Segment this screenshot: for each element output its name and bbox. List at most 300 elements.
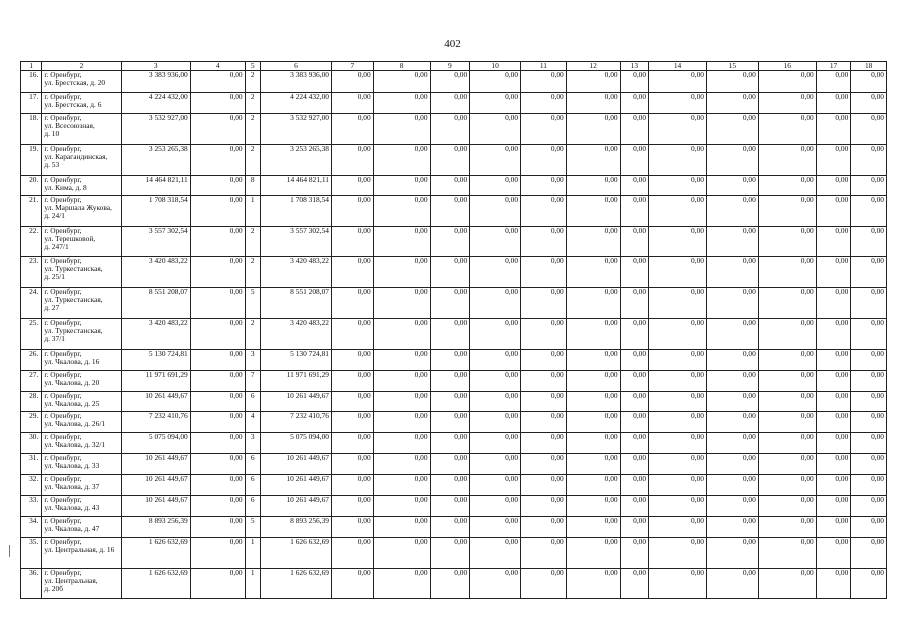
value-cell: 0,00 [816, 70, 851, 92]
value-cell: 0,00 [521, 391, 567, 411]
value-cell: 0,00 [706, 453, 758, 474]
value-cell: 0,00 [373, 474, 430, 495]
value-cell: 0,00 [373, 92, 430, 113]
value-cell: 0,00 [470, 92, 521, 113]
row-number: 19. [21, 144, 42, 175]
value-cell: 0,00 [470, 453, 521, 474]
value-cell: 0,00 [331, 256, 373, 287]
value-cell: 0,00 [566, 474, 620, 495]
value-cell: 0,00 [620, 113, 648, 144]
value-cell: 0,00 [331, 495, 373, 516]
address-cell [42, 516, 121, 537]
value-cell: 0,00 [649, 113, 707, 144]
value-cell: 0,00 [758, 537, 816, 568]
value-cell: 0,00 [758, 432, 816, 453]
value-cell: 0,00 [373, 432, 430, 453]
total-cost: 10 261 449,67 [121, 474, 190, 495]
value-cell: 0,00 [851, 537, 887, 568]
value-cell: 0,00 [470, 70, 521, 92]
value-cell: 0,00 [566, 113, 620, 144]
address-line: г. Оренбург, [44, 287, 82, 296]
address-line: г. Оренбург, [44, 495, 82, 504]
value-cell: 0,00 [331, 195, 373, 226]
count-cell: 2 [245, 70, 260, 92]
value-cell: 0,00 [758, 175, 816, 195]
value-cell: 0,00 [430, 516, 470, 537]
value-cell: 0,00 [373, 175, 430, 195]
value-cell: 0,00 [566, 256, 620, 287]
address-cell [42, 474, 121, 495]
value-cell: 0,00 [706, 537, 758, 568]
cost-cell: 3 383 936,00 [260, 70, 331, 92]
address-line: д. 24/1 [44, 210, 65, 220]
value-cell: 0,00 [620, 432, 648, 453]
column-number-header: 10 [470, 62, 521, 71]
value-cell: 0,00 [706, 287, 758, 318]
value-cell: 0,00 [758, 568, 816, 598]
column-number-header: 16 [758, 62, 816, 71]
count-cell: 5 [245, 516, 260, 537]
value-cell: 0,00 [331, 516, 373, 537]
address-cell [42, 256, 121, 287]
value-cell: 0,00 [706, 411, 758, 432]
row-number: 16. [21, 70, 42, 92]
total-cost: 11 971 691,29 [121, 370, 190, 391]
value-cell: 0,00 [373, 256, 430, 287]
address-line: ул. Карагандинская, [44, 151, 108, 161]
value-cell: 0,00 [649, 226, 707, 256]
value-cell: 0,00 [620, 92, 648, 113]
value-cell: 0,00 [373, 391, 430, 411]
value-cell: 0,00 [851, 432, 887, 453]
value-cell: 0,00 [190, 495, 245, 516]
total-cost: 4 224 432,00 [121, 92, 190, 113]
count-cell: 6 [245, 453, 260, 474]
value-cell: 0,00 [649, 92, 707, 113]
address-line: ул. Брестская, д. 20 [44, 77, 106, 87]
value-cell: 0,00 [190, 256, 245, 287]
value-cell: 0,00 [190, 144, 245, 175]
table-row [21, 391, 887, 411]
value-cell: 0,00 [620, 453, 648, 474]
value-cell: 0,00 [566, 175, 620, 195]
address-cell [42, 453, 121, 474]
value-cell: 0,00 [190, 287, 245, 318]
value-cell: 0,00 [331, 349, 373, 370]
value-cell: 0,00 [521, 516, 567, 537]
value-cell: 0,00 [430, 411, 470, 432]
value-cell: 0,00 [706, 70, 758, 92]
value-cell: 0,00 [620, 537, 648, 568]
value-cell: 0,00 [816, 370, 851, 391]
address-line: д. 10 [44, 128, 60, 138]
table-row [21, 113, 887, 144]
table-row [21, 287, 887, 318]
value-cell: 0,00 [190, 453, 245, 474]
row-number: 36. [21, 568, 42, 598]
value-cell: 0,00 [190, 195, 245, 226]
value-cell: 0,00 [521, 256, 567, 287]
value-cell: 0,00 [851, 195, 887, 226]
table-body [21, 62, 887, 599]
address-line: г. Оренбург, [44, 318, 82, 327]
value-cell: 0,00 [331, 370, 373, 391]
margin-mark [9, 545, 10, 557]
value-cell: 0,00 [521, 318, 567, 349]
count-cell: 6 [245, 391, 260, 411]
value-cell: 0,00 [649, 318, 707, 349]
value-cell: 0,00 [470, 226, 521, 256]
row-number: 31. [21, 453, 42, 474]
value-cell: 0,00 [851, 453, 887, 474]
value-cell: 0,00 [430, 195, 470, 226]
column-number-header: 11 [521, 62, 567, 71]
address-cell [42, 195, 121, 226]
address-line: ул. Чкалова, д. 25 [44, 398, 100, 408]
value-cell: 0,00 [521, 113, 567, 144]
address-line: д. 20б [44, 583, 63, 593]
cost-cell: 4 224 432,00 [260, 92, 331, 113]
value-cell: 0,00 [373, 453, 430, 474]
value-cell: 0,00 [566, 226, 620, 256]
total-cost: 5 130 724,81 [121, 349, 190, 370]
page-number: 402 [444, 38, 461, 50]
cost-cell: 1 708 318,54 [260, 195, 331, 226]
value-cell: 0,00 [706, 349, 758, 370]
value-cell: 0,00 [851, 287, 887, 318]
address-line: г. Оренбург, [44, 113, 82, 122]
value-cell: 0,00 [521, 495, 567, 516]
value-cell: 0,00 [470, 195, 521, 226]
value-cell: 0,00 [190, 411, 245, 432]
cost-cell: 3 420 483,22 [260, 318, 331, 349]
row-number: 24. [21, 287, 42, 318]
value-cell: 0,00 [758, 391, 816, 411]
address-cell [42, 92, 121, 113]
address-line: г. Оренбург, [44, 226, 82, 235]
row-number: 28. [21, 391, 42, 411]
value-cell: 0,00 [190, 349, 245, 370]
value-cell: 0,00 [851, 175, 887, 195]
value-cell: 0,00 [470, 144, 521, 175]
value-cell: 0,00 [649, 474, 707, 495]
value-cell: 0,00 [649, 195, 707, 226]
value-cell: 0,00 [373, 349, 430, 370]
value-cell: 0,00 [566, 370, 620, 391]
address-line: ул. Центральная, д. 16 [44, 544, 115, 554]
address-line: ул. Чкалова, д. 32/1 [44, 439, 106, 449]
value-cell: 0,00 [649, 256, 707, 287]
value-cell: 0,00 [649, 370, 707, 391]
total-cost: 14 464 821,11 [121, 175, 190, 195]
column-number-header: 4 [190, 62, 245, 71]
row-number: 25. [21, 318, 42, 349]
value-cell: 0,00 [816, 175, 851, 195]
column-number-header: 7 [331, 62, 373, 71]
cost-cell: 5 075 094,00 [260, 432, 331, 453]
value-cell: 0,00 [331, 287, 373, 318]
value-cell: 0,00 [620, 349, 648, 370]
value-cell: 0,00 [758, 453, 816, 474]
table-row [21, 349, 887, 370]
value-cell: 0,00 [430, 287, 470, 318]
value-cell: 0,00 [373, 287, 430, 318]
cost-cell: 3 557 302,54 [260, 226, 331, 256]
address-line: г. Оренбург, [44, 195, 82, 204]
value-cell: 0,00 [851, 113, 887, 144]
cost-cell: 10 261 449,67 [260, 495, 331, 516]
value-cell: 0,00 [566, 391, 620, 411]
address-cell [42, 411, 121, 432]
column-number-header: 17 [816, 62, 851, 71]
column-number-row [21, 62, 887, 71]
value-cell: 0,00 [620, 318, 648, 349]
table-row [21, 370, 887, 391]
address-line: г. Оренбург, [44, 144, 82, 153]
value-cell: 0,00 [430, 370, 470, 391]
value-cell: 0,00 [331, 175, 373, 195]
value-cell: 0,00 [190, 391, 245, 411]
value-cell: 0,00 [373, 537, 430, 568]
count-cell: 1 [245, 537, 260, 568]
table-row [21, 537, 887, 568]
cost-cell: 1 626 632,69 [260, 568, 331, 598]
value-cell: 0,00 [521, 349, 567, 370]
value-cell: 0,00 [620, 411, 648, 432]
address-line: ул. Чкалова, д. 43 [44, 502, 100, 512]
value-cell: 0,00 [649, 537, 707, 568]
address-cell [42, 144, 121, 175]
value-cell: 0,00 [816, 287, 851, 318]
value-cell: 0,00 [521, 175, 567, 195]
value-cell: 0,00 [758, 411, 816, 432]
cost-cell: 10 261 449,67 [260, 391, 331, 411]
value-cell: 0,00 [190, 70, 245, 92]
address-line: г. Оренбург, [44, 411, 82, 420]
value-cell: 0,00 [521, 370, 567, 391]
total-cost: 3 420 483,22 [121, 256, 190, 287]
total-cost: 3 253 265,38 [121, 144, 190, 175]
value-cell: 0,00 [331, 474, 373, 495]
value-cell: 0,00 [758, 195, 816, 226]
value-cell: 0,00 [620, 474, 648, 495]
address-cell [42, 495, 121, 516]
cost-cell: 5 130 724,81 [260, 349, 331, 370]
address-line: ул. Терешковой, [44, 233, 96, 243]
value-cell: 0,00 [566, 453, 620, 474]
column-number-header: 9 [430, 62, 470, 71]
value-cell: 0,00 [190, 318, 245, 349]
value-cell: 0,00 [851, 144, 887, 175]
value-cell: 0,00 [758, 495, 816, 516]
total-cost: 1 626 632,69 [121, 568, 190, 598]
value-cell: 0,00 [758, 256, 816, 287]
row-number: 20. [21, 175, 42, 195]
address-line: ул. Чкалова, д. 20 [44, 377, 100, 387]
value-cell: 0,00 [706, 370, 758, 391]
column-number-header: 2 [42, 62, 121, 71]
value-cell: 0,00 [566, 568, 620, 598]
value-cell: 0,00 [331, 453, 373, 474]
value-cell: 0,00 [758, 474, 816, 495]
value-cell: 0,00 [649, 432, 707, 453]
value-cell: 0,00 [620, 391, 648, 411]
value-cell: 0,00 [521, 70, 567, 92]
value-cell: 0,00 [566, 70, 620, 92]
value-cell: 0,00 [758, 318, 816, 349]
table-row [21, 92, 887, 113]
value-cell: 0,00 [566, 195, 620, 226]
table-row [21, 256, 887, 287]
value-cell: 0,00 [816, 474, 851, 495]
address-line: ул. Всесоюзная, [44, 120, 95, 130]
value-cell: 0,00 [331, 70, 373, 92]
address-cell [42, 70, 121, 92]
cost-cell: 8 893 256,39 [260, 516, 331, 537]
value-cell: 0,00 [816, 113, 851, 144]
value-cell: 0,00 [331, 537, 373, 568]
value-cell: 0,00 [851, 391, 887, 411]
row-number: 27. [21, 370, 42, 391]
value-cell: 0,00 [470, 175, 521, 195]
row-number: 32. [21, 474, 42, 495]
count-cell: 2 [245, 256, 260, 287]
total-cost: 8 551 208,07 [121, 287, 190, 318]
table-row [21, 568, 887, 598]
value-cell: 0,00 [470, 349, 521, 370]
value-cell: 0,00 [430, 70, 470, 92]
value-cell: 0,00 [706, 391, 758, 411]
value-cell: 0,00 [470, 537, 521, 568]
value-cell: 0,00 [373, 370, 430, 391]
cost-cell: 7 232 410,76 [260, 411, 331, 432]
address-line: д. 27 [44, 302, 60, 312]
address-line: г. Оренбург, [44, 453, 82, 462]
total-cost: 10 261 449,67 [121, 453, 190, 474]
column-number-header: 14 [649, 62, 707, 71]
count-cell: 2 [245, 144, 260, 175]
value-cell: 0,00 [758, 516, 816, 537]
value-cell: 0,00 [816, 92, 851, 113]
value-cell: 0,00 [566, 318, 620, 349]
row-number: 18. [21, 113, 42, 144]
value-cell: 0,00 [373, 195, 430, 226]
value-cell: 0,00 [851, 568, 887, 598]
row-number: 22. [21, 226, 42, 256]
value-cell: 0,00 [470, 516, 521, 537]
value-cell: 0,00 [470, 474, 521, 495]
value-cell: 0,00 [851, 474, 887, 495]
address-cell [42, 113, 121, 144]
value-cell: 0,00 [649, 453, 707, 474]
value-cell: 0,00 [331, 92, 373, 113]
value-cell: 0,00 [470, 391, 521, 411]
cost-cell: 14 464 821,11 [260, 175, 331, 195]
value-cell: 0,00 [373, 495, 430, 516]
column-number-header: 5 [245, 62, 260, 71]
value-cell: 0,00 [331, 318, 373, 349]
value-cell: 0,00 [649, 349, 707, 370]
value-cell: 0,00 [430, 537, 470, 568]
address-cell [42, 432, 121, 453]
count-cell: 4 [245, 411, 260, 432]
cost-cell: 10 261 449,67 [260, 474, 331, 495]
address-cell [42, 537, 121, 568]
value-cell: 0,00 [816, 318, 851, 349]
value-cell: 0,00 [706, 495, 758, 516]
address-line: г. Оренбург, [44, 256, 82, 265]
value-cell: 0,00 [190, 175, 245, 195]
value-cell: 0,00 [373, 144, 430, 175]
value-cell: 0,00 [706, 226, 758, 256]
value-cell: 0,00 [649, 411, 707, 432]
column-number-header: 18 [851, 62, 887, 71]
column-number-header: 12 [566, 62, 620, 71]
value-cell: 0,00 [190, 516, 245, 537]
table-row [21, 411, 887, 432]
address-line: г. Оренбург, [44, 391, 82, 400]
value-cell: 0,00 [816, 256, 851, 287]
funding-table [20, 61, 887, 599]
row-number: 35. [21, 537, 42, 568]
value-cell: 0,00 [851, 226, 887, 256]
count-cell: 3 [245, 349, 260, 370]
value-cell: 0,00 [851, 256, 887, 287]
column-number-header: 1 [21, 62, 42, 71]
value-cell: 0,00 [706, 568, 758, 598]
value-cell: 0,00 [620, 568, 648, 598]
value-cell: 0,00 [373, 70, 430, 92]
value-cell: 0,00 [470, 432, 521, 453]
value-cell: 0,00 [706, 195, 758, 226]
value-cell: 0,00 [816, 495, 851, 516]
total-cost: 10 261 449,67 [121, 495, 190, 516]
value-cell: 0,00 [851, 92, 887, 113]
value-cell: 0,00 [706, 516, 758, 537]
value-cell: 0,00 [851, 370, 887, 391]
row-number: 29. [21, 411, 42, 432]
count-cell: 2 [245, 226, 260, 256]
value-cell: 0,00 [373, 226, 430, 256]
value-cell: 0,00 [373, 568, 430, 598]
value-cell: 0,00 [470, 411, 521, 432]
value-cell: 0,00 [706, 175, 758, 195]
address-line: ул. Туркестанская, [44, 325, 103, 335]
value-cell: 0,00 [649, 70, 707, 92]
value-cell: 0,00 [190, 113, 245, 144]
value-cell: 0,00 [620, 226, 648, 256]
value-cell: 0,00 [851, 411, 887, 432]
total-cost: 3 420 483,22 [121, 318, 190, 349]
value-cell: 0,00 [430, 432, 470, 453]
value-cell: 0,00 [331, 568, 373, 598]
value-cell: 0,00 [706, 474, 758, 495]
value-cell: 0,00 [620, 70, 648, 92]
value-cell: 0,00 [373, 113, 430, 144]
value-cell: 0,00 [566, 287, 620, 318]
value-cell: 0,00 [566, 144, 620, 175]
table-row [21, 318, 887, 349]
value-cell: 0,00 [816, 568, 851, 598]
value-cell: 0,00 [758, 92, 816, 113]
address-line: г. Оренбург, [44, 516, 82, 525]
row-number: 30. [21, 432, 42, 453]
value-cell: 0,00 [331, 113, 373, 144]
value-cell: 0,00 [521, 411, 567, 432]
address-cell [42, 391, 121, 411]
value-cell: 0,00 [521, 195, 567, 226]
value-cell: 0,00 [851, 349, 887, 370]
